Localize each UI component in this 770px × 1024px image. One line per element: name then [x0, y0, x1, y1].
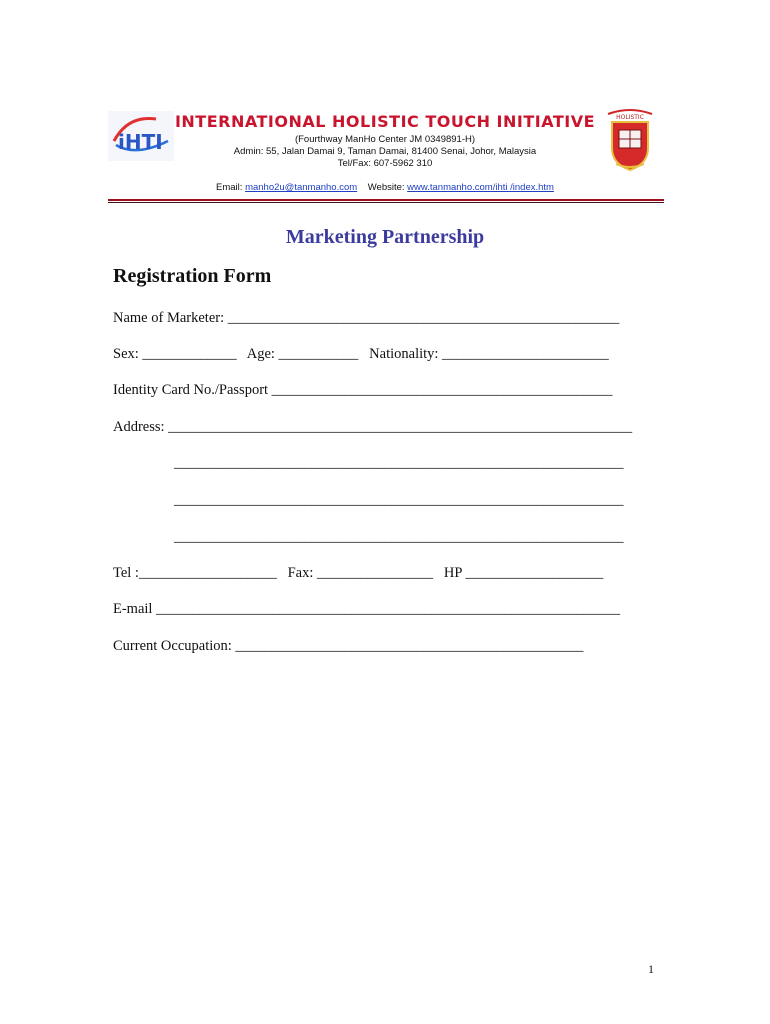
address-line-2[interactable]: ______________________________________________________________ — [174, 455, 624, 471]
address-field[interactable]: Address: ________________________________________________________________ — [113, 419, 633, 435]
page-number: 1 — [648, 962, 654, 976]
email-field[interactable]: E-mail ________________________________________________________________ — [113, 601, 621, 617]
form-title: Registration Form — [113, 265, 272, 287]
website-label: Website: — [367, 182, 405, 193]
name-of-marketer-field[interactable]: Name of Marketer: ______________________________________________________ — [113, 310, 620, 326]
address-line-3[interactable]: ______________________________________________________________ — [174, 492, 624, 508]
address-line-4[interactable]: ______________________________________________________________ — [174, 529, 624, 545]
website-link[interactable]: www.tanmanho.com/ihti /index.htm — [407, 182, 554, 193]
header-divider-shadow — [108, 202, 664, 203]
header-divider — [108, 199, 664, 201]
tel-fax: Tel/Fax: 607-5962 310 — [337, 158, 433, 169]
registration-number: (Fourthway ManHo Center JM 0349891-H) — [294, 134, 476, 145]
email-link[interactable]: manho2u@tanmanho.com — [245, 182, 358, 193]
admin-address: Admin: 55, Jalan Damai 9, Taman Damai, 81400 Senai, Johor, Malaysia — [233, 146, 537, 157]
contact-line — [0, 182, 770, 193]
svg-text:iHTI: iHTI — [118, 130, 163, 154]
tel-fax-hp-fields[interactable]: Tel :___________________ Fax: ________________ HP ___________________ — [113, 565, 604, 581]
current-occupation-field[interactable]: Current Occupation: ________________________________________________ — [113, 638, 584, 654]
svg-text:HOLISTIC: HOLISTIC — [616, 114, 644, 121]
document-title: Marketing Partnership — [285, 226, 485, 248]
email-label: Email: — [216, 182, 243, 193]
identity-card-field[interactable]: Identity Card No./Passport _______________________________________________ — [113, 382, 613, 398]
organization-name: INTERNATIONAL HOLISTIC TOUCH INITIATIVE — [174, 112, 596, 131]
sex-age-nationality-fields[interactable]: Sex: _____________ Age: ___________ Nationality: _______________________ — [113, 346, 609, 362]
